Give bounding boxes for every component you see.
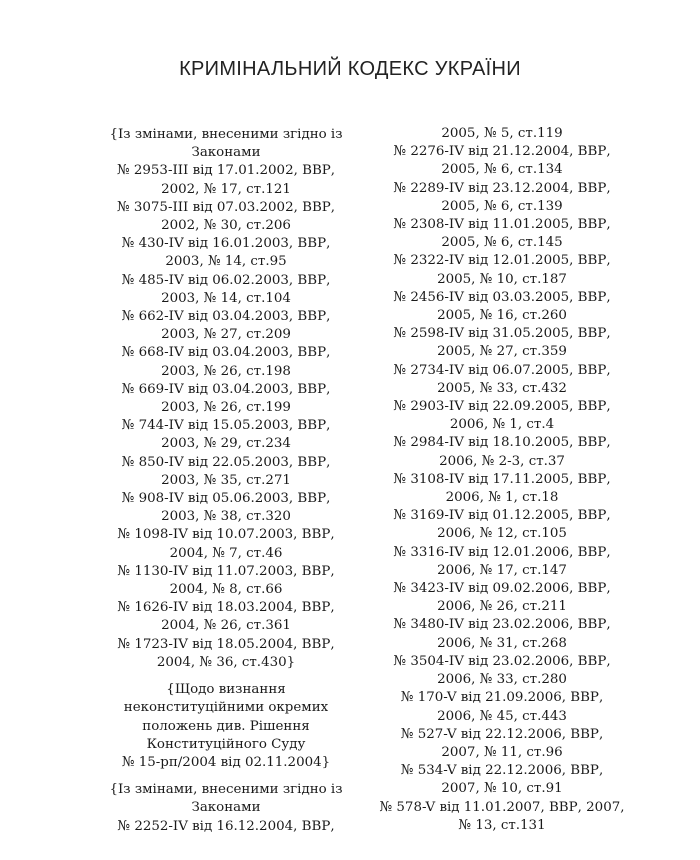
text-line: № 744-IV від 15.05.2003, ВВР, xyxy=(121,418,331,434)
text-line: № 668-IV від 03.04.2003, ВВР, xyxy=(121,345,331,361)
text-line: № 3504-IV від 23.02.2006, ВВР, xyxy=(393,653,611,669)
text-line: 2006, № 2-3, ст.37 xyxy=(439,453,565,469)
text-line: 2006, № 12, ст.105 xyxy=(437,526,567,542)
text-line: № 1130-IV від 11.07.2003, ВВР, xyxy=(117,563,335,579)
text-line: № 2308-IV від 11.01.2005, ВВР, xyxy=(393,217,611,233)
text-line: № 2252-IV від 16.12.2004, ВВР, xyxy=(117,818,335,834)
text-line: № 669-IV від 03.04.2003, ВВР, xyxy=(121,381,331,397)
text-line: 2005, № 10, ст.187 xyxy=(437,271,567,287)
text-line: 2003, № 35, ст.271 xyxy=(161,472,291,488)
amendments-block-2 xyxy=(86,781,366,836)
text-line: № 662-IV від 03.04.2003, ВВР, xyxy=(121,309,331,325)
text-line: 2006, № 45, ст.443 xyxy=(437,708,567,724)
text-line: 2005, № 5, ст.119 xyxy=(441,126,563,141)
text-line: № 534-V від 22.12.2006, ВВР, xyxy=(400,763,604,779)
text-line: № 527-V від 22.12.2006, ВВР, xyxy=(400,726,604,742)
text-line: 2005, № 27, ст.359 xyxy=(437,344,567,360)
text-line: № 2953-III від 17.01.2002, ВВР, xyxy=(116,163,336,179)
text-line: 2006, № 17, ст.147 xyxy=(437,562,567,578)
text-line: № 1626-IV від 18.03.2004, ВВР, xyxy=(117,600,335,616)
text-line: 2003, № 29, ст.234 xyxy=(161,436,291,452)
text-line: 2004, № 26, ст.361 xyxy=(161,618,291,634)
text-line: № 2289-IV від 23.12.2004, ВВР, xyxy=(393,180,611,196)
text-line: 2003, № 27, ст.209 xyxy=(161,327,291,343)
text-line: 2002, № 30, ст.206 xyxy=(161,218,291,234)
text-line: № 2456-IV від 03.03.2005, ВВР, xyxy=(393,289,611,305)
text-line: 2005, № 6, ст.139 xyxy=(441,198,563,214)
text-line: 2006, № 31, ст.268 xyxy=(437,635,567,651)
text-line: 2007, № 10, ст.91 xyxy=(441,781,563,797)
text-line: № 1098-IV від 10.07.2003, ВВР, xyxy=(117,527,335,543)
text-line: № 13, ст.131 xyxy=(458,817,546,833)
text-line: № 15-рп/2004 від 02.11.2004} xyxy=(121,754,331,770)
text-line: № 3169-IV від 01.12.2005, ВВР, xyxy=(393,508,611,524)
amendments-block-1 xyxy=(86,126,366,672)
text-line: № 3480-IV від 23.02.2006, ВВР, xyxy=(393,617,611,633)
text-line: 2003, № 26, ст.198 xyxy=(161,363,291,379)
text-line: № 170-V від 21.09.2006, ВВР, xyxy=(400,690,604,706)
text-line: 2007, № 11, ст.96 xyxy=(441,744,563,760)
text-line: {Із змінами, внесеними згідно із xyxy=(109,127,343,142)
text-line: 2003, № 14, ст.95 xyxy=(165,254,287,270)
amendments-block-continued xyxy=(362,125,642,835)
text-line: 2004, № 36, ст.430} xyxy=(156,654,296,670)
left-column xyxy=(86,126,366,836)
text-line: № 2598-IV від 31.05.2005, ВВР, xyxy=(393,326,611,342)
constitutional-court-note xyxy=(86,681,366,772)
text-line: № 2322-IV від 12.01.2005, ВВР, xyxy=(393,253,611,269)
text-line: 2002, № 17, ст.121 xyxy=(161,181,291,197)
text-line: Законами xyxy=(191,145,261,161)
text-line: № 2984-IV від 18.10.2005, ВВР, xyxy=(393,435,611,451)
text-line: № 2734-IV від 06.07.2005, ВВР, xyxy=(393,362,611,378)
text-line: № 3316-IV від 12.01.2006, ВВР, xyxy=(393,544,611,560)
right-column xyxy=(362,125,642,835)
text-line: 2003, № 38, ст.320 xyxy=(161,509,291,525)
text-line: № 3108-IV від 17.11.2005, ВВР, xyxy=(393,471,611,487)
text-line: 2004, № 7, ст.46 xyxy=(169,545,283,561)
text-line: 2006, № 26, ст.211 xyxy=(437,599,567,615)
text-line: {Щодо визнання xyxy=(166,682,286,698)
text-line: № 3423-IV від 09.02.2006, ВВР, xyxy=(393,581,611,597)
text-line: положень див. Рішення xyxy=(142,718,310,734)
paragraph-gap xyxy=(86,772,366,781)
text-line: 2003, № 26, ст.199 xyxy=(161,400,291,416)
text-line: № 578-V від 11.01.2007, ВВР, 2007, xyxy=(379,799,625,815)
text-line: 2005, № 33, ст.432 xyxy=(437,380,567,396)
text-line: 2006, № 1, ст.4 xyxy=(449,417,555,433)
text-line: Конституційного Суду xyxy=(146,736,306,752)
document-title: КРИМІНАЛЬНИЙ КОДЕКС УКРАЇНИ xyxy=(179,58,521,80)
text-line: 2003, № 14, ст.104 xyxy=(161,290,291,306)
text-line: 2006, № 33, ст.280 xyxy=(437,672,567,688)
paragraph-gap xyxy=(86,672,366,681)
text-line: 2004, № 8, ст.66 xyxy=(169,582,283,598)
text-line: № 2903-IV від 22.09.2005, ВВР, xyxy=(393,399,611,415)
text-line: № 850-IV від 22.05.2003, ВВР, xyxy=(121,454,331,470)
text-line: № 1723-IV від 18.05.2004, ВВР, xyxy=(117,636,335,652)
text-line: неконституційними окремих xyxy=(123,700,329,716)
text-line: № 3075-III від 07.03.2002, ВВР, xyxy=(116,199,336,215)
text-line: Законами xyxy=(191,800,261,816)
text-line: {Із змінами, внесеними згідно із xyxy=(109,782,343,798)
text-line: № 908-IV від 05.06.2003, ВВР, xyxy=(121,491,331,507)
text-line: № 485-IV від 06.02.2003, ВВР, xyxy=(121,272,331,288)
text-line: № 430-IV від 16.01.2003, ВВР, xyxy=(121,236,331,252)
text-line: 2006, № 1, ст.18 xyxy=(445,490,559,506)
text-line: 2005, № 6, ст.134 xyxy=(441,162,563,178)
text-line: № 2276-IV від 21.12.2004, ВВР, xyxy=(393,144,611,160)
text-line: 2005, № 16, ст.260 xyxy=(437,308,567,324)
text-line: 2005, № 6, ст.145 xyxy=(441,235,563,251)
